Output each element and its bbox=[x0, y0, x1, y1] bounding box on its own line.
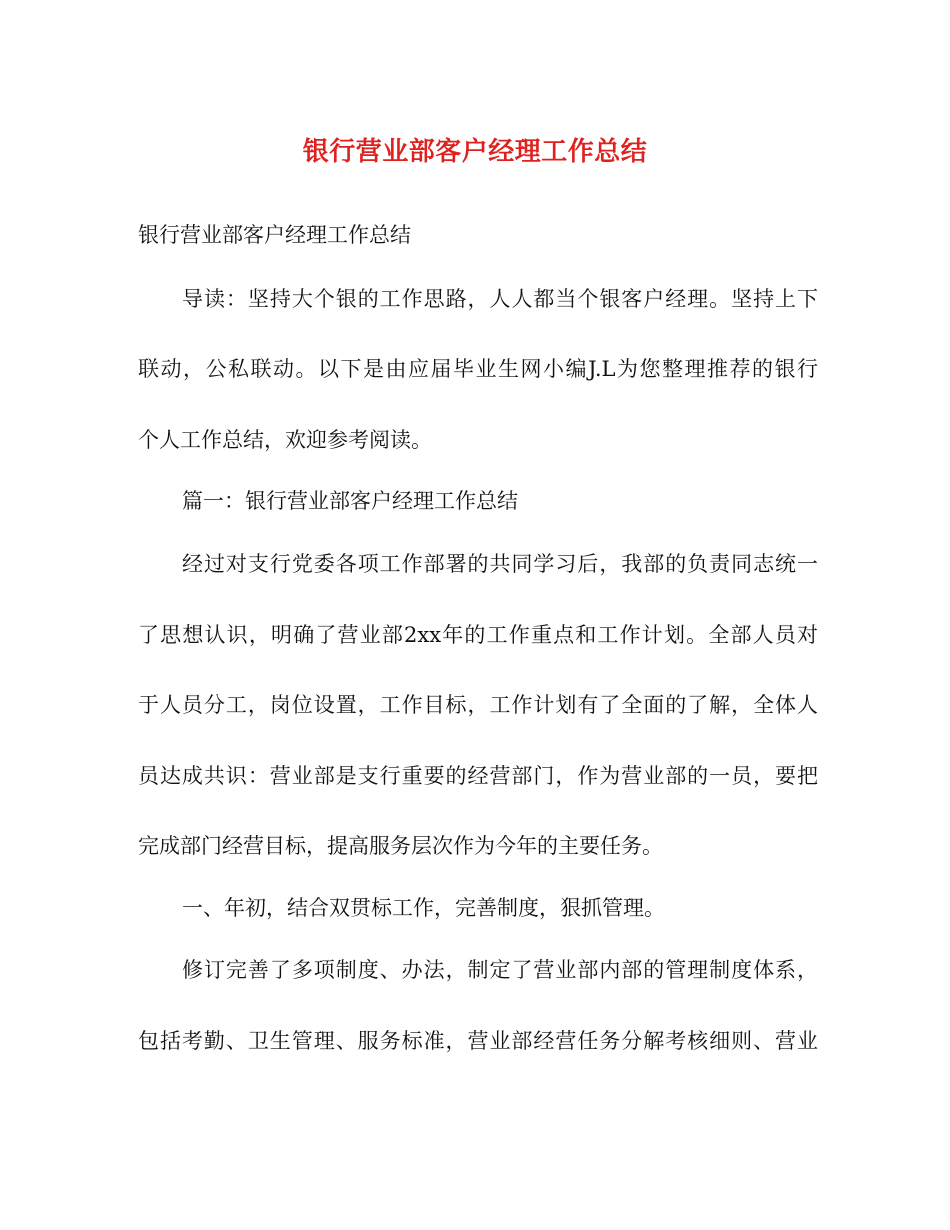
paragraph-line: 完成部门经营目标，提高服务层次作为今年的主要任务。 bbox=[138, 834, 663, 858]
paragraph-line: 包括考勤、卫生管理、服务标准，营业部经营任务分解考核细则、营业 bbox=[138, 1029, 818, 1053]
paragraph-line: 于人员分工，岗位设置，工作目标，工作计划有了全面的了解，全体人 bbox=[138, 693, 818, 717]
paragraph-line: 修订完善了多项制度、办法，制定了营业部内部的管理制度体系， bbox=[182, 958, 818, 982]
paragraph-line: 个人工作总结，欢迎参考阅读。 bbox=[138, 428, 432, 452]
paragraph-line: 了思想认识，明确了营业部2xx年的工作重点和工作计划。全部人员对 bbox=[138, 623, 818, 647]
paragraph-line: 联动，公私联动。以下是由应届毕业生网小编J.L为您整理推荐的银行 bbox=[138, 357, 818, 381]
document-title: 银行营业部客户经理工作总结 bbox=[302, 137, 648, 167]
paragraph-line: 导读：坚持大个银的工作思路，人人都当个银客户经理。坚持上下 bbox=[182, 287, 818, 311]
section-heading: 篇一：银行营业部客户经理工作总结 bbox=[182, 489, 518, 513]
paragraph-line: 经过对支行党委各项工作部署的共同学习后，我部的负责同志统一 bbox=[182, 552, 818, 576]
subtitle-line: 银行营业部客户经理工作总结 bbox=[138, 223, 411, 247]
paragraph-line: 员达成共识：营业部是支行重要的经营部门，作为营业部的一员，要把 bbox=[138, 764, 818, 788]
section-heading: 一、年初，结合双贯标工作，完善制度，狠抓管理。 bbox=[182, 896, 665, 920]
